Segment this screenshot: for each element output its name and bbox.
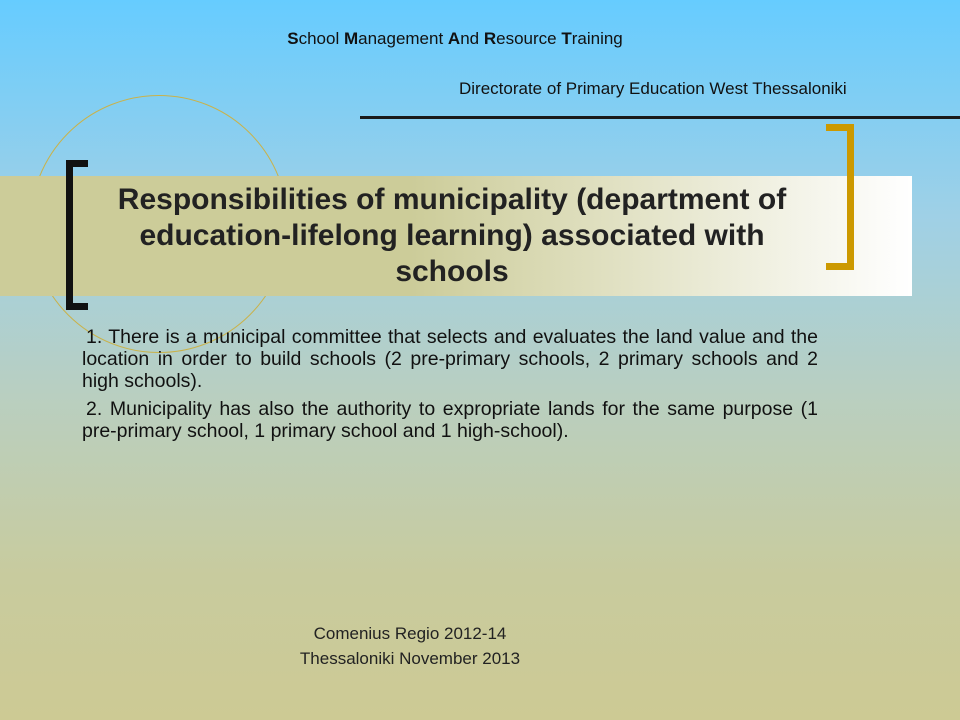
paragraph-1: 1. There is a municipal committee that selects and evaluates the land value and the location in order to build schools (2 pre-primary schools, 2 primary schools and 2 high schools). xyxy=(82,326,818,392)
org-initial-s: S xyxy=(287,29,299,48)
org-word-rest: esource xyxy=(496,29,562,48)
org-word-rest: raining xyxy=(571,29,623,48)
org-word-rest: anagement xyxy=(358,29,448,48)
org-initial-m: M xyxy=(343,29,359,48)
org-word-rest: nd xyxy=(460,29,484,48)
slide-title: Responsibilities of municipality (department of education-lifelong learning) associated with schools xyxy=(117,183,787,288)
footer-line-2: Thessaloniki November 2013 xyxy=(299,649,521,668)
paragraph-2: 2. Municipality has also the authority to expropriate lands for the same purpose (1 pre-primary school, 1 primary school and 1 high-school). xyxy=(82,398,818,442)
org-initial-r: R xyxy=(483,29,497,48)
org-initial-t: T xyxy=(561,29,572,48)
org-word-rest: chool xyxy=(298,29,344,48)
footer xyxy=(210,621,610,671)
left-bracket-decoration xyxy=(66,160,88,310)
org-initial-a: A xyxy=(447,29,461,48)
organization-name xyxy=(100,29,810,49)
body-text xyxy=(82,326,818,448)
header-divider xyxy=(360,116,960,119)
right-bracket-decoration xyxy=(826,124,854,270)
directorate-name: Directorate of Primary Education West Thessaloniki xyxy=(459,79,847,98)
footer-line-1: Comenius Regio 2012-14 xyxy=(313,624,507,643)
